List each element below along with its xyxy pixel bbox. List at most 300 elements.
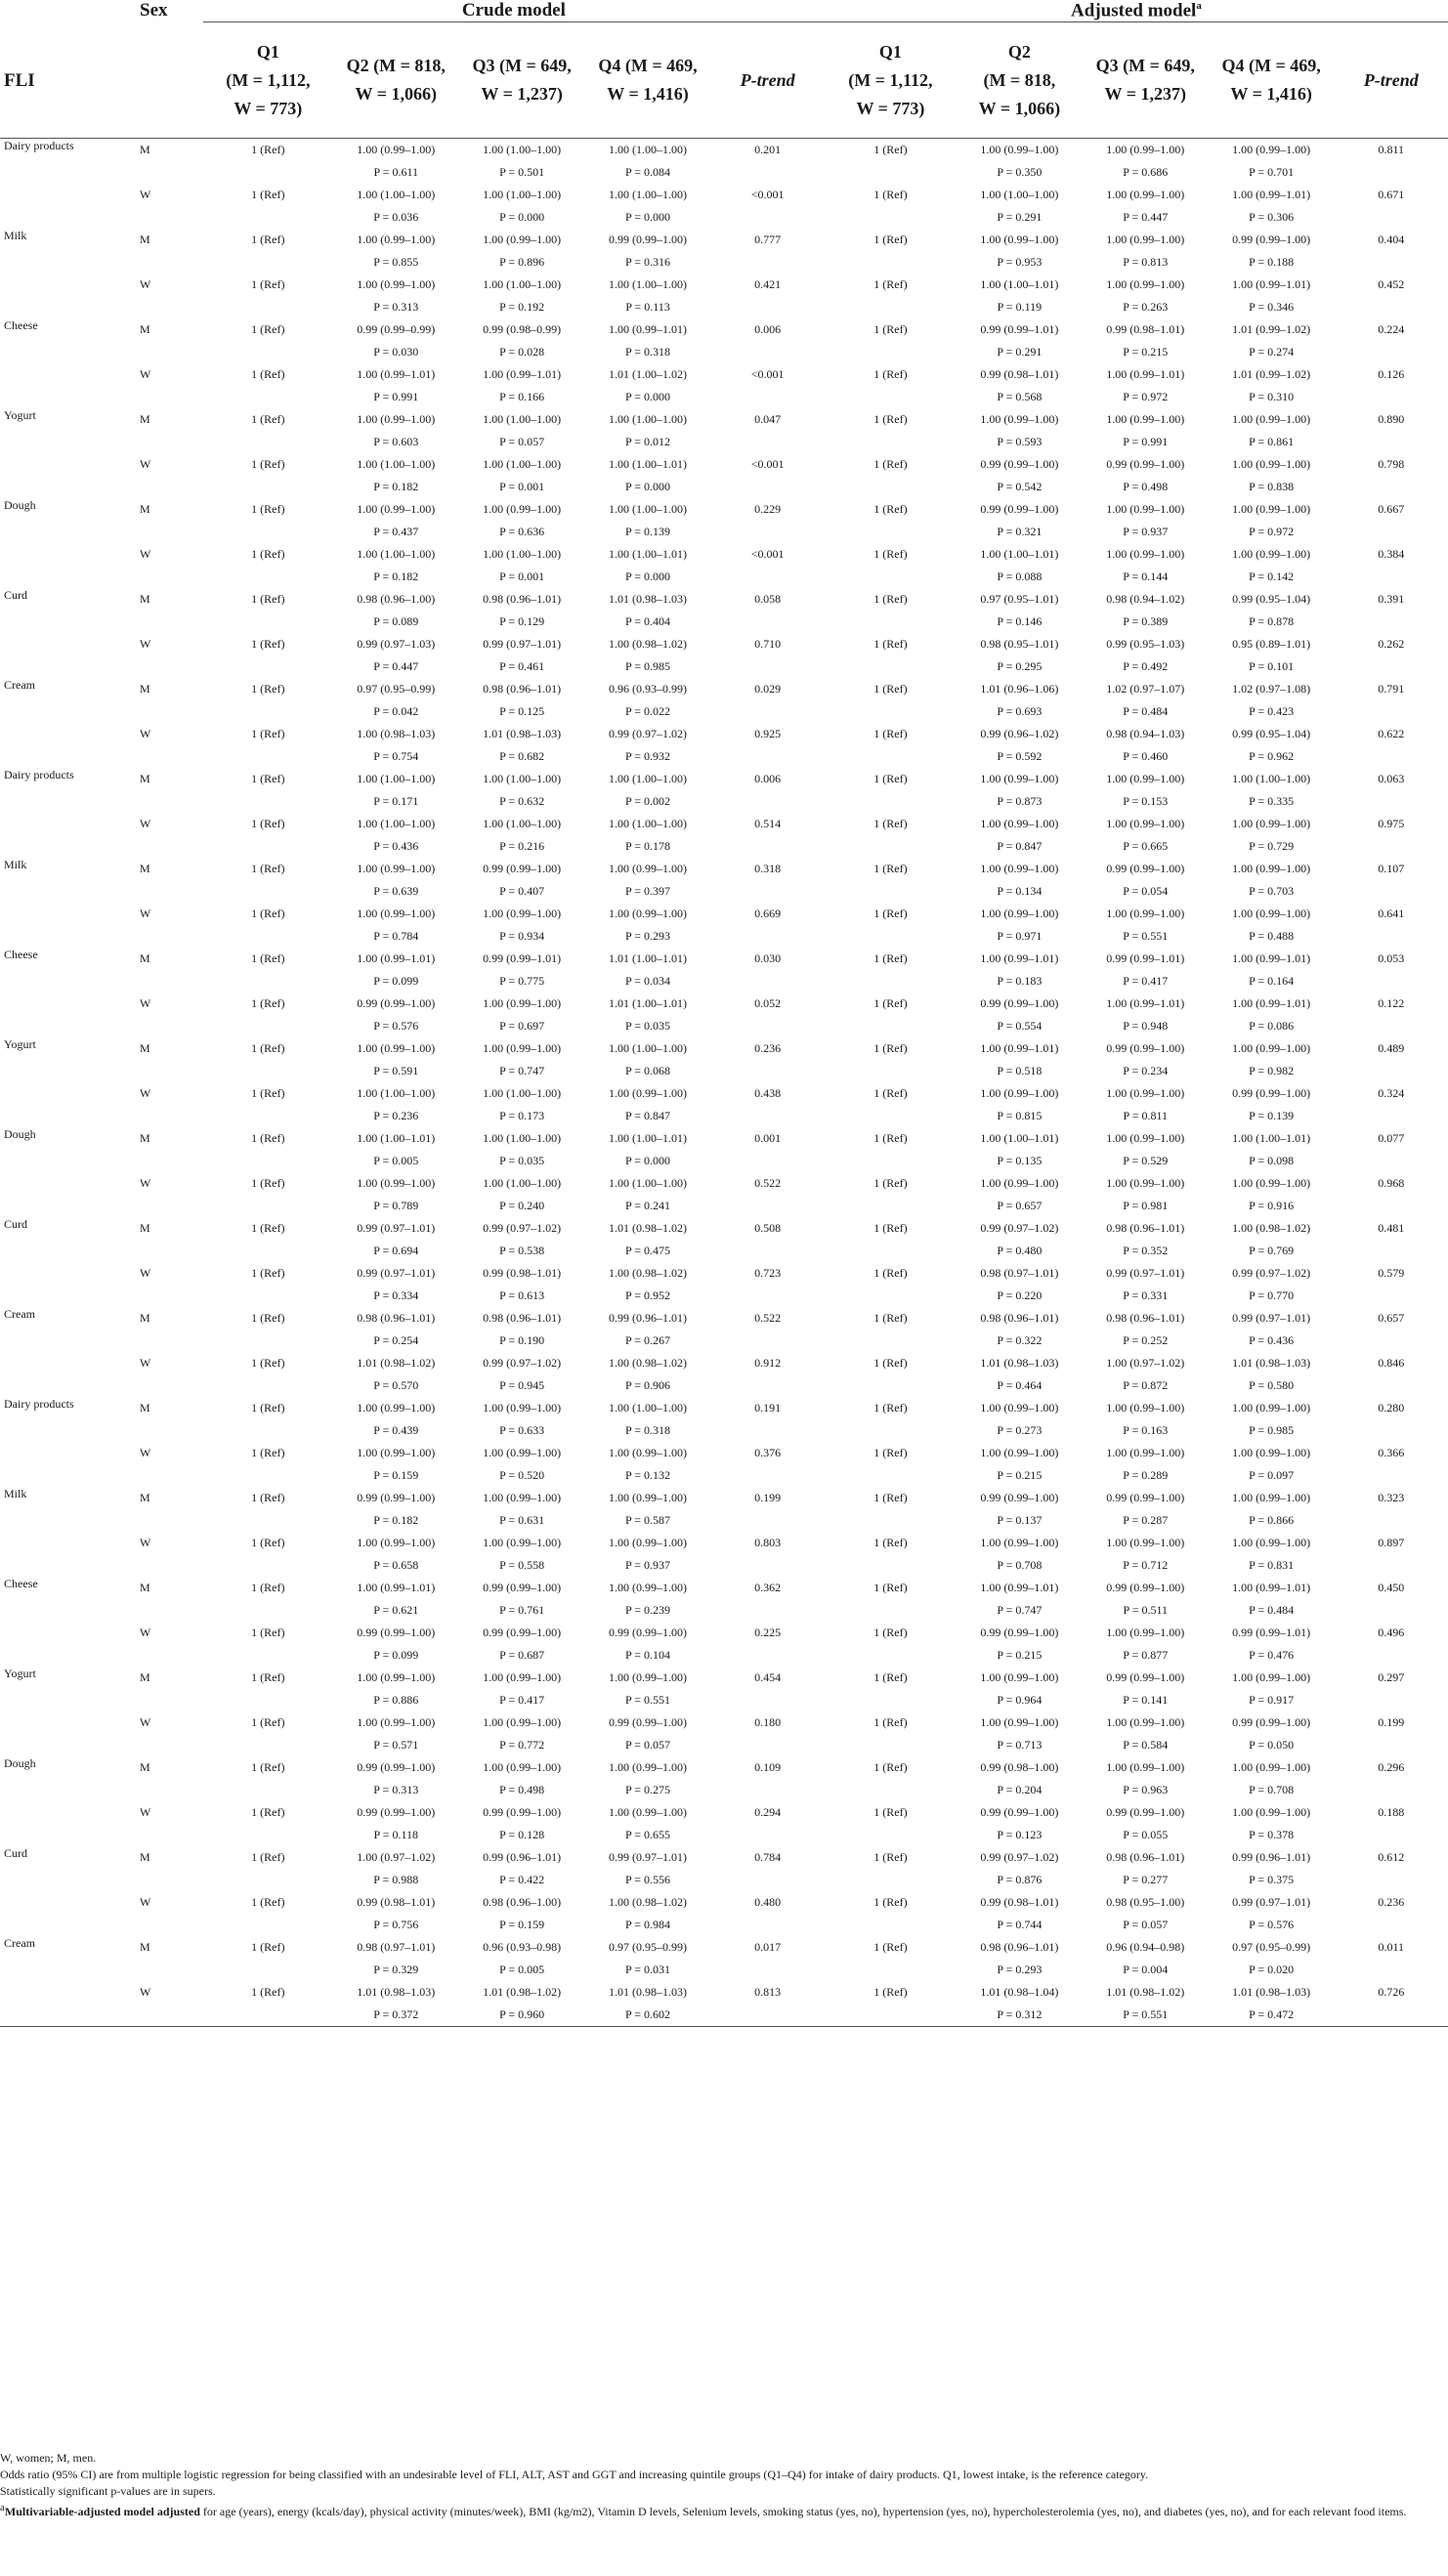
p-cell-trend-empty [710,1779,824,1801]
estimate-cell-aq3: 0.99 (0.97–1.01) [1106,1266,1185,1281]
p-value-row [0,161,1448,184]
fli-cell: Curd [4,1217,27,1232]
p-cell-q1-empty [203,1015,333,1037]
estimate-cell-apt: 0.323 [1378,1491,1405,1505]
estimate-cell-q2: 0.98 (0.96–1.00) [357,592,436,607]
fli-cell-empty [0,925,130,948]
estimate-cell-apt: 0.324 [1378,1086,1405,1101]
sex-cell: W [140,277,151,292]
p-cell-adj-q1-empty [825,1509,957,1532]
p-value-cell-q4: P = 0.132 [624,1468,670,1483]
fli-cell-empty [0,1779,130,1801]
table-row [0,408,1448,431]
estimate-cell-aq2: 0.97 (0.95–1.01) [980,592,1059,607]
p-value-cell-adj-q4: P = 0.770 [1249,1288,1295,1303]
estimate-cell-q2: 1.00 (0.99–1.00) [357,1446,436,1460]
p-cell-q1-empty [203,1644,333,1667]
p-value-cell-q3: P = 0.498 [499,1783,545,1797]
table-row [0,1262,1448,1285]
p-value-cell-adj-q2: P = 0.747 [997,1603,1043,1618]
estimate-cell-q4: 0.99 (0.97–1.01) [608,1850,687,1865]
p-value-cell-adj-q2: P = 0.215 [997,1468,1043,1483]
estimate-cell-aq4: 0.99 (0.95–1.04) [1232,727,1311,741]
p-cell-adj-trend-empty [1335,1419,1448,1442]
table-footnotes [0,2450,1436,2520]
p-cell-adj-q1-empty [825,1779,957,1801]
estimate-cell-pt: 0.777 [754,232,782,247]
p-value-cell-q2: P = 0.756 [373,1918,419,1932]
fli-cell-empty [0,1689,130,1711]
p-value-row [0,1554,1448,1577]
p-cell-q1-empty [203,1824,333,1846]
p-cell-q1-empty [203,566,333,588]
p-value-cell-q3: P = 0.945 [499,1378,545,1393]
estimate-cell-aq4: 0.99 (0.99–1.00) [1232,1086,1311,1101]
p-value-row [0,2004,1448,2027]
estimate-cell-pt: 0.813 [754,1985,782,2000]
p-value-cell-adj-q3: P = 0.055 [1123,1828,1169,1842]
sex-cell: M [140,1760,150,1775]
p-cell-trend-empty [710,925,824,948]
fli-cell [0,184,130,206]
estimate-cell-aq4: 1.01 (0.99–1.02) [1232,322,1311,337]
p-value-cell-q4: P = 0.937 [624,1558,670,1573]
sex-cell-empty [130,1869,203,1891]
estimate-cell-q1: 1 (Ref) [251,862,285,876]
fli-cell-empty [0,521,130,543]
estimate-cell-q4: 1.00 (0.99–1.00) [608,1805,687,1820]
p-cell-adj-q1-empty [825,1015,957,1037]
estimate-cell-q1: 1 (Ref) [251,1985,285,2000]
p-value-cell-adj-q3: P = 0.492 [1123,659,1169,674]
fli-cell: Dairy products [4,139,74,153]
p-cell-adj-trend-empty [1335,1060,1448,1082]
p-value-cell-adj-q2: P = 0.146 [997,614,1043,629]
p-value-cell-q2: P = 0.447 [373,659,419,674]
estimate-cell-apt: 0.798 [1378,457,1405,472]
estimate-cell-aq1: 1 (Ref) [873,996,908,1011]
fli-cell: Curd [4,1846,27,1861]
estimate-cell-aq2: 1.00 (1.00–1.01) [980,277,1059,292]
p-value-cell-q4: P = 0.022 [624,704,670,719]
estimate-cell-aq1: 1 (Ref) [873,1805,908,1820]
estimate-cell-aq1: 1 (Ref) [873,502,908,517]
p-value-cell-q2: P = 0.855 [373,255,419,270]
p-value-row [0,251,1448,274]
p-value-cell-adj-q2: P = 0.971 [997,929,1043,944]
sex-cell: W [140,907,151,921]
estimate-cell-q1: 1 (Ref) [251,1626,285,1640]
p-cell-adj-q1-empty [825,476,957,498]
p-cell-q1-empty [203,1105,333,1127]
estimate-cell-aq2: 0.99 (0.97–1.02) [980,1850,1059,1865]
estimate-cell-pt: 0.180 [754,1715,782,1730]
p-value-row [0,1015,1448,1037]
p-cell-adj-q1-empty [825,206,957,229]
p-value-cell-q2: P = 0.603 [373,435,419,449]
estimate-cell-aq3: 0.99 (0.99–1.00) [1106,457,1185,472]
estimate-cell-pt: 0.001 [754,1131,782,1146]
estimate-cell-aq1: 1 (Ref) [873,277,908,292]
table-row [0,318,1448,341]
p-cell-trend-empty [710,1240,824,1262]
p-value-cell-q3: P = 0.775 [499,974,545,989]
p-value-cell-q3: P = 0.633 [499,1423,545,1438]
p-value-cell-q4: P = 0.551 [624,1693,670,1708]
sex-cell-empty [130,1509,203,1532]
p-value-cell-adj-q4: P = 0.139 [1249,1109,1295,1123]
p-value-cell-q3: P = 0.216 [499,839,545,854]
estimate-cell-aq1: 1 (Ref) [873,1715,908,1730]
p-cell-adj-q1-empty [825,1330,957,1352]
estimate-cell-q2: 0.99 (0.98–1.01) [357,1895,436,1910]
p-value-cell-adj-q2: P = 0.568 [997,390,1043,404]
p-cell-adj-trend-empty [1335,1824,1448,1846]
p-value-row [0,880,1448,903]
estimate-cell-q3: 1.00 (0.99–1.00) [483,1760,562,1775]
p-cell-trend-empty [710,206,824,229]
p-value-cell-adj-q2: P = 0.291 [997,345,1043,359]
fli-cell-empty [0,296,130,318]
p-value-row [0,296,1448,318]
p-value-cell-adj-q4: P = 0.769 [1249,1244,1295,1258]
estimate-cell-aq4: 0.99 (0.96–1.01) [1232,1850,1311,1865]
estimate-cell-q1: 1 (Ref) [251,1131,285,1146]
estimate-cell-aq4: 0.99 (0.99–1.01) [1232,1626,1311,1640]
estimate-cell-aq2: 0.99 (0.97–1.02) [980,1221,1059,1236]
table-row [0,1172,1448,1195]
p-cell-trend-empty [710,2004,824,2027]
estimate-cell-aq1: 1 (Ref) [873,457,908,472]
p-value-cell-adj-q4: P = 0.020 [1249,1963,1295,1977]
sex-cell-empty [130,925,203,948]
fli-cell: Yogurt [4,1667,36,1681]
sex-cell-empty [130,1689,203,1711]
p-cell-adj-trend-empty [1335,476,1448,498]
fli-cell [0,1891,130,1914]
estimate-cell-pt: 0.480 [754,1895,782,1910]
p-value-cell-q4: P = 0.000 [624,570,670,584]
p-value-cell-adj-q2: P = 0.815 [997,1109,1043,1123]
p-value-cell-q2: P = 0.437 [373,525,419,539]
estimate-cell-aq4: 1.00 (0.98–1.02) [1232,1221,1311,1236]
estimate-cell-q4: 1.00 (1.00–1.01) [608,547,687,562]
p-value-cell-q4: P = 0.655 [624,1828,670,1842]
p-value-cell-adj-q2: P = 0.321 [997,525,1043,539]
estimate-cell-q2: 0.99 (0.97–1.03) [357,637,436,652]
estimate-cell-q3: 1.00 (0.99–1.00) [483,1715,562,1730]
p-value-cell-adj-q2: P = 0.204 [997,1783,1043,1797]
p-value-cell-adj-q2: P = 0.215 [997,1648,1043,1663]
p-value-cell-q2: P = 0.182 [373,480,419,494]
p-cell-q1-empty [203,251,333,274]
p-value-cell-q3: P = 0.538 [499,1244,545,1258]
estimate-cell-q1: 1 (Ref) [251,1715,285,1730]
fli-cell: Milk [4,229,27,243]
estimate-cell-aq1: 1 (Ref) [873,772,908,786]
p-value-row [0,341,1448,363]
p-cell-adj-trend-empty [1335,655,1448,678]
sex-cell-empty [130,431,203,453]
p-cell-adj-trend-empty [1335,1914,1448,1936]
estimate-cell-pt: 0.784 [754,1850,782,1865]
p-value-cell-q3: P = 0.896 [499,255,545,270]
estimate-cell-aq2: 1.00 (0.99–1.00) [980,772,1059,786]
p-value-cell-q4: P = 0.267 [624,1333,670,1348]
estimate-cell-apt: 0.297 [1378,1670,1405,1685]
p-value-cell-adj-q2: P = 0.480 [997,1244,1043,1258]
estimate-cell-q2: 1.00 (1.00–1.01) [357,1131,436,1146]
table-row [0,858,1448,880]
p-cell-q1-empty [203,1959,333,1981]
p-cell-adj-trend-empty [1335,1734,1448,1756]
estimate-cell-aq1: 1 (Ref) [873,188,908,202]
p-value-cell-q2: P = 0.099 [373,974,419,989]
p-cell-adj-q1-empty [825,521,957,543]
p-cell-q1-empty [203,970,333,992]
estimate-cell-apt: 0.897 [1378,1536,1405,1550]
p-value-cell-q3: P = 0.001 [499,570,545,584]
estimate-cell-q1: 1 (Ref) [251,547,285,562]
estimate-cell-aq1: 1 (Ref) [873,1131,908,1146]
fli-cell [0,1532,130,1554]
sex-cell: W [140,1356,151,1371]
p-cell-trend-empty [710,386,824,408]
estimate-cell-q4: 1.00 (0.99–1.00) [608,862,687,876]
q1-label: Q1 [256,41,279,62]
estimate-cell-aq3: 1.00 (0.99–1.00) [1106,1446,1185,1460]
p-cell-trend-empty [710,1914,824,1936]
p-value-cell-q3: P = 0.697 [499,1019,545,1034]
p-value-cell-adj-q3: P = 0.252 [1123,1333,1169,1348]
estimate-cell-q4: 1.00 (1.00–1.00) [608,817,687,831]
estimate-cell-aq2: 1.01 (0.96–1.06) [980,682,1059,697]
q2-women: W = 1,066) [355,84,437,105]
estimate-cell-apt: 0.450 [1378,1581,1405,1595]
estimate-cell-aq1: 1 (Ref) [873,862,908,876]
fli-cell-empty [0,2004,130,2027]
estimate-cell-q1: 1 (Ref) [251,996,285,1011]
sex-cell: W [140,1805,151,1820]
fli-cell-empty [0,1509,130,1532]
p-cell-trend-empty [710,566,824,588]
estimate-cell-aq4: 1.01 (0.98–1.03) [1232,1356,1311,1371]
sex-cell: W [140,1895,151,1910]
p-value-cell-adj-q3: P = 0.811 [1123,1109,1169,1123]
estimate-cell-aq3: 1.00 (0.99–1.00) [1106,143,1185,157]
estimate-cell-q3: 0.99 (0.99–1.00) [483,862,562,876]
estimate-cell-pt: <0.001 [750,188,785,202]
p-value-row [0,521,1448,543]
estimate-cell-aq2: 1.00 (0.99–1.00) [980,817,1059,831]
p-cell-adj-q1-empty [825,1959,957,1981]
estimate-cell-aq3: 1.00 (0.99–1.00) [1106,907,1185,921]
estimate-cell-q2: 0.99 (0.97–1.01) [357,1221,436,1236]
p-value-row [0,1644,1448,1667]
estimate-cell-q4: 1.00 (0.99–1.00) [608,1670,687,1685]
sex-cell: M [140,322,150,337]
p-value-row [0,1959,1448,1981]
p-value-cell-q2: P = 0.005 [373,1154,419,1168]
p-value-cell-q4: P = 0.397 [624,884,670,899]
estimate-cell-aq4: 1.00 (0.99–1.00) [1232,862,1311,876]
estimate-cell-aq3: 1.00 (0.99–1.00) [1106,502,1185,517]
p-cell-adj-q1-empty [825,970,957,992]
p-value-row [0,1419,1448,1442]
p-value-cell-q2: P = 0.182 [373,1513,419,1528]
sex-cell-empty [130,700,203,723]
p-value-cell-q2: P = 0.036 [373,210,419,225]
p-value-cell-adj-q4: P = 0.972 [1249,525,1295,539]
p-value-cell-adj-q3: P = 0.234 [1123,1064,1169,1078]
fli-cell-empty [0,1599,130,1622]
p-value-cell-adj-q4: P = 0.050 [1249,1738,1295,1753]
estimate-cell-aq3: 1.00 (0.99–1.00) [1106,1715,1185,1730]
p-cell-q1-empty [203,925,333,948]
p-cell-trend-empty [710,476,824,498]
p-cell-q1-empty [203,386,333,408]
table-row [0,1891,1448,1914]
estimate-cell-aq2: 0.99 (0.96–1.02) [980,727,1059,741]
fli-cell [0,1711,130,1734]
estimate-cell-aq2: 0.99 (0.98–1.00) [980,1760,1059,1775]
estimate-cell-q3: 1.01 (0.98–1.02) [483,1985,562,2000]
p-cell-adj-q1-empty [825,386,957,408]
p-cell-trend-empty [710,1509,824,1532]
p-cell-adj-trend-empty [1335,880,1448,903]
estimate-cell-aq3: 1.00 (0.99–1.00) [1106,188,1185,202]
sex-cell-empty [130,1824,203,1846]
estimate-cell-q3: 1.00 (0.99–1.00) [483,1401,562,1415]
p-cell-trend-empty [710,431,824,453]
estimate-cell-q2: 1.00 (0.97–1.02) [357,1850,436,1865]
p-value-cell-adj-q2: P = 0.964 [997,1693,1043,1708]
p-cell-adj-q1-empty [825,161,957,184]
p-value-cell-q3: P = 0.192 [499,300,545,315]
fli-cell-empty [0,611,130,633]
p-cell-q1-empty [203,431,333,453]
p-cell-adj-q1-empty [825,566,957,588]
estimate-cell-q4: 0.97 (0.95–0.99) [608,1940,687,1955]
p-cell-trend-empty [710,745,824,768]
q2-label: Q2 (M = 818, [346,56,446,76]
estimate-cell-apt: 0.890 [1378,412,1405,427]
p-value-cell-q3: P = 0.682 [499,749,545,764]
estimate-cell-q1: 1 (Ref) [251,277,285,292]
estimate-cell-q1: 1 (Ref) [251,502,285,517]
p-value-cell-q4: P = 0.984 [624,1918,670,1932]
table-row [0,1711,1448,1734]
p-value-cell-adj-q3: P = 0.141 [1123,1693,1169,1708]
estimate-cell-apt: 0.053 [1378,951,1405,966]
estimate-cell-q2: 1.01 (0.98–1.03) [357,1985,436,2000]
p-value-row [0,790,1448,813]
p-value-cell-adj-q3: P = 0.498 [1123,480,1169,494]
fli-cell: Curd [4,588,27,603]
estimate-cell-aq3: 0.99 (0.98–1.01) [1106,322,1185,337]
q4-women: W = 1,416) [607,84,689,105]
p-cell-trend-empty [710,790,824,813]
estimate-cell-q2: 1.00 (1.00–1.00) [357,547,436,562]
fli-cell [0,1262,130,1285]
estimate-cell-apt: 0.280 [1378,1401,1405,1415]
p-value-cell-q3: P = 0.125 [499,704,545,719]
p-value-cell-adj-q3: P = 0.447 [1123,210,1169,225]
sex-cell: M [140,502,150,517]
p-value-cell-adj-q4: P = 0.488 [1249,929,1295,944]
estimate-cell-q2: 0.98 (0.97–1.01) [357,1940,436,1955]
sex-cell-empty [130,1015,203,1037]
p-value-cell-q2: P = 0.089 [373,614,419,629]
sex-cell-empty [130,521,203,543]
table-header [0,0,1448,139]
p-cell-adj-trend-empty [1335,1644,1448,1667]
p-value-cell-adj-q3: P = 0.963 [1123,1783,1169,1797]
estimate-cell-q3: 1.00 (1.00–1.00) [483,457,562,472]
p-value-cell-adj-q2: P = 0.220 [997,1288,1043,1303]
estimate-cell-aq3: 0.99 (0.99–1.00) [1106,1491,1185,1505]
table-row [0,678,1448,700]
p-value-cell-q4: P = 0.587 [624,1513,670,1528]
p-cell-q1-empty [203,296,333,318]
table-row [0,184,1448,206]
table-row [0,1037,1448,1060]
table-row [0,1127,1448,1150]
estimate-cell-q3: 1.00 (1.00–1.00) [483,547,562,562]
estimate-cell-aq4: 1.00 (0.99–1.00) [1232,502,1311,517]
p-value-row [0,1509,1448,1532]
estimate-cell-apt: 0.452 [1378,277,1405,292]
estimate-cell-aq1: 1 (Ref) [873,727,908,741]
estimate-cell-q1: 1 (Ref) [251,1536,285,1550]
estimate-cell-aq2: 1.00 (0.99–1.00) [980,1715,1059,1730]
estimate-cell-pt: <0.001 [750,547,785,562]
p-value-cell-q2: P = 0.658 [373,1558,419,1573]
fli-cell-empty [0,970,130,992]
estimate-cell-q3: 0.99 (0.97–1.02) [483,1221,562,1236]
p-cell-trend-empty [710,1195,824,1217]
p-cell-q1-empty [203,1914,333,1936]
crude-model-header: Crude model [203,0,825,22]
p-value-cell-q4: P = 0.556 [624,1873,670,1887]
estimate-cell-aq3: 1.00 (0.99–1.00) [1106,1176,1185,1191]
p-cell-adj-q1-empty [825,835,957,858]
estimate-cell-aq3: 1.00 (0.99–1.00) [1106,817,1185,831]
sex-cell: M [140,1850,150,1865]
header-spacer [0,0,130,22]
sex-cell: M [140,1940,150,1955]
sex-cell-empty [130,1330,203,1352]
estimate-cell-aq1: 1 (Ref) [873,1221,908,1236]
p-value-cell-q3: P = 0.005 [499,1963,545,1977]
sex-cell: W [140,188,151,202]
p-cell-q1-empty [203,1869,333,1891]
adj-q1-header [825,22,957,139]
p-value-cell-adj-q3: P = 0.484 [1123,704,1169,719]
table-row [0,948,1448,970]
p-cell-adj-q1-empty [825,1824,957,1846]
p-cell-q1-empty [203,1509,333,1532]
estimate-cell-pt: 0.191 [754,1401,782,1415]
p-cell-adj-q1-empty [825,1105,957,1127]
p-cell-adj-trend-empty [1335,296,1448,318]
table-row [0,903,1448,925]
estimate-cell-aq4: 1.00 (0.99–1.00) [1232,1491,1311,1505]
p-value-cell-q3: P = 0.632 [499,794,545,809]
sex-cell: M [140,1401,150,1415]
p-value-cell-adj-q3: P = 0.004 [1123,1963,1169,1977]
fli-cell-empty [0,431,130,453]
